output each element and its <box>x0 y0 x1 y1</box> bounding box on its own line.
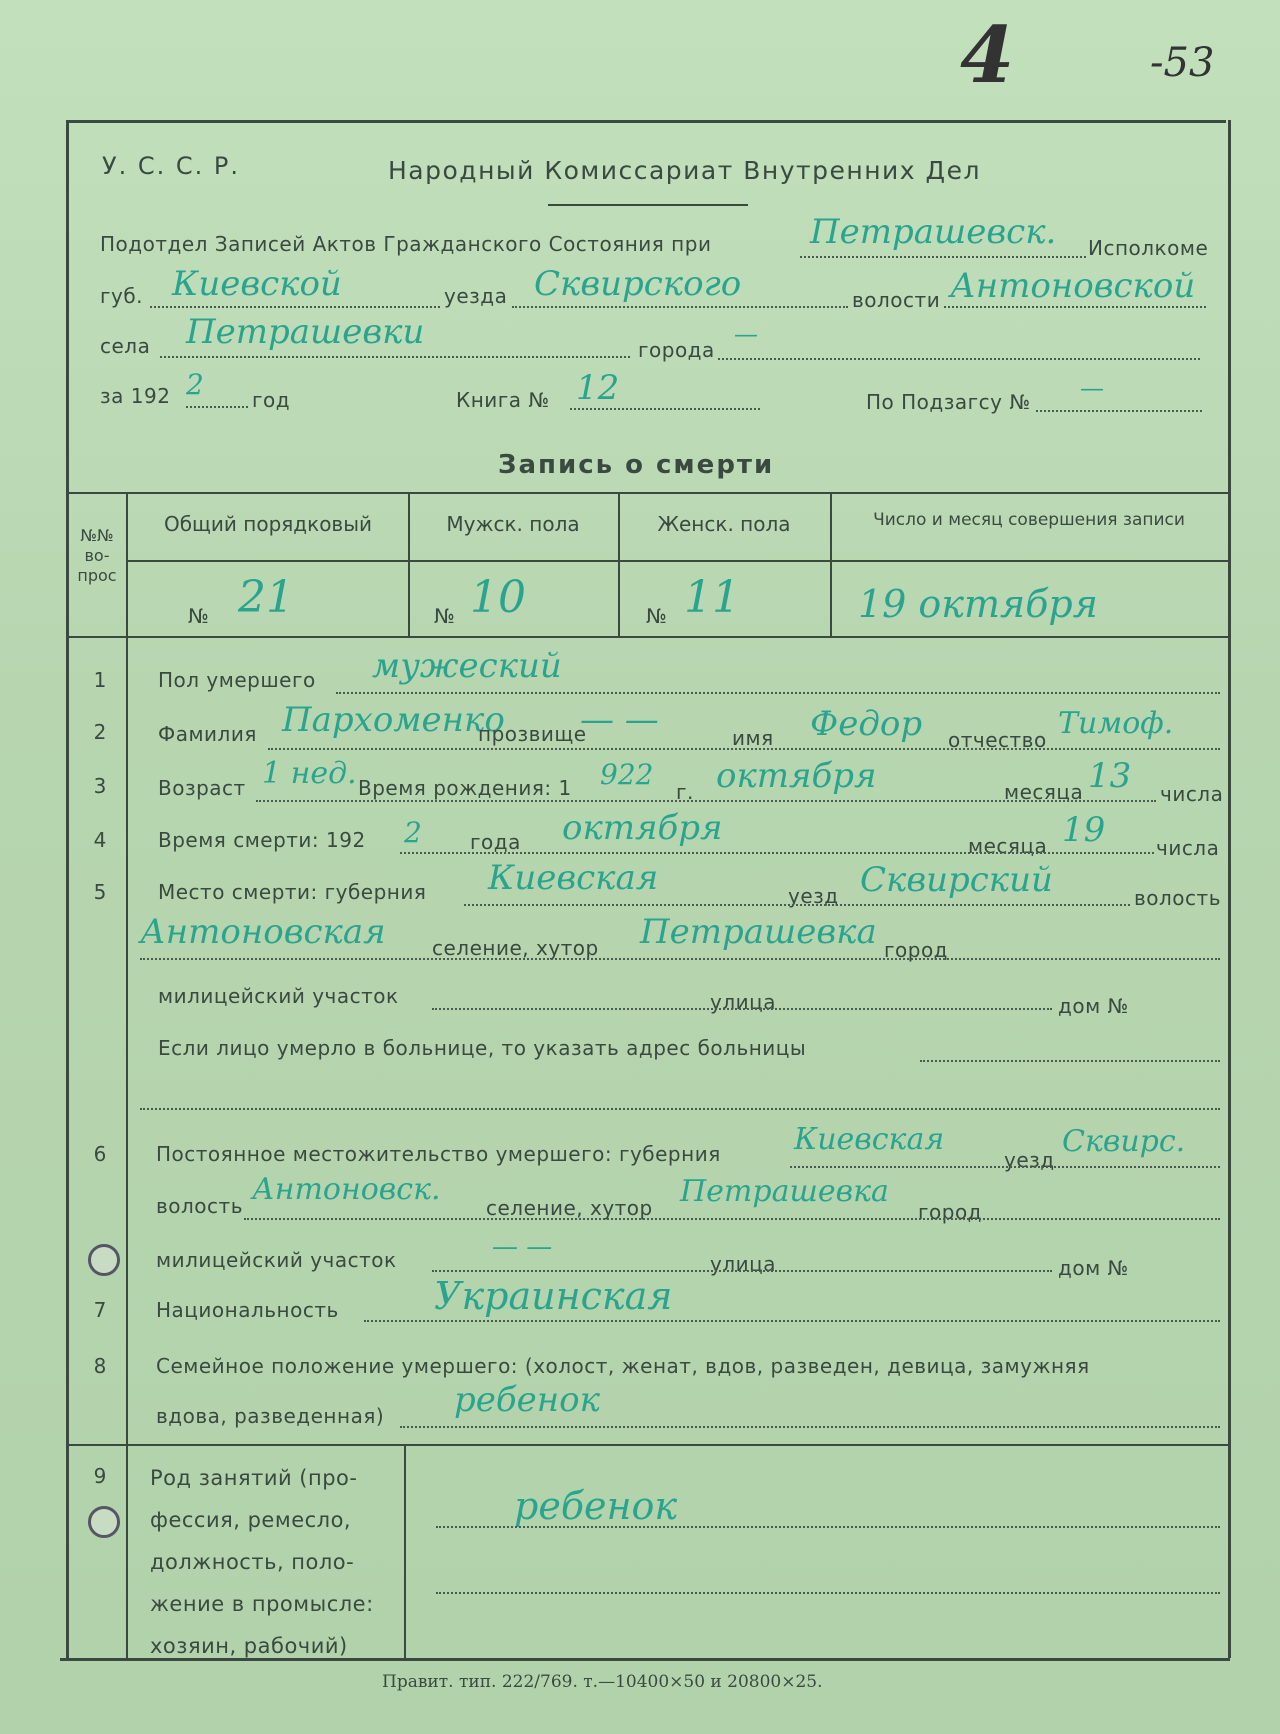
general-number: 21 <box>238 572 294 623</box>
book-value: 12 <box>576 368 620 408</box>
q6-house-label: дом № <box>1058 1256 1129 1280</box>
q5-line-5 <box>140 1108 1220 1110</box>
q5-guberniya: Киевская <box>488 858 659 898</box>
q3-birth-year: 922 <box>600 758 654 791</box>
frame-top <box>66 120 1226 123</box>
commissariat-title: Народный Комиссариат Внутренних Дел <box>388 156 981 185</box>
republic-title: У. С. С. Р. <box>102 152 241 180</box>
q9-label-2: фессия, ремесло, <box>150 1508 352 1532</box>
podzags-value: — <box>1080 374 1104 402</box>
q2-patronymic-value: Тимоф. <box>1058 706 1174 741</box>
q2-name-label: имя <box>732 726 774 750</box>
q5-number: 5 <box>93 880 107 904</box>
q6-militia: — — <box>492 1232 553 1262</box>
q7-value: Украинская <box>434 1274 673 1318</box>
col-female-header: Женск. пола <box>657 512 791 536</box>
q3-number: 3 <box>93 774 107 798</box>
q5-settlement-label: селение, хутор <box>432 936 599 960</box>
q6-settlement-label: селение, хутор <box>486 1196 653 1220</box>
q6-uezd: Сквирс. <box>1062 1124 1186 1159</box>
selo-value: Петрашевки <box>186 312 425 352</box>
frame-bottom <box>60 1658 1230 1661</box>
q5-uezd: Сквирский <box>860 860 1053 900</box>
male-no: № <box>434 604 456 628</box>
gorod-line <box>718 358 1200 360</box>
q5-line-3 <box>432 1008 1052 1010</box>
q9-label-1: Род занятий (про- <box>150 1466 358 1490</box>
q5-line-1 <box>464 904 1130 906</box>
year-line <box>186 406 248 408</box>
header-rule <box>548 204 748 206</box>
q8-line <box>400 1426 1220 1428</box>
q5-line-2 <box>140 958 1220 960</box>
q6-street-label: улица <box>710 1252 776 1276</box>
q1-number: 1 <box>93 668 107 692</box>
q2-nickname-value: — — <box>580 700 659 740</box>
gorod-label: города <box>638 338 715 362</box>
year-label: за 192 <box>100 384 171 408</box>
female-number: 11 <box>684 572 740 623</box>
q6-city-label: город <box>918 1200 983 1224</box>
q5-label: Место смерти: губерния <box>158 880 427 904</box>
q9-label-4: жение в промысле: <box>150 1592 374 1616</box>
gorod-value: — <box>734 320 758 348</box>
uezd-line <box>512 306 848 308</box>
q7-line <box>364 1320 1220 1322</box>
q2-name-value: Федор <box>810 704 923 744</box>
q3-birth-label: Время рождения: 1 <box>358 776 572 800</box>
q2-surname-value: Пархоменко <box>282 700 505 740</box>
q4-year: 2 <box>404 816 422 849</box>
record-title: Запись о смерти <box>498 450 775 480</box>
book-label: Книга № <box>456 388 550 412</box>
podzags-line <box>1036 410 1202 412</box>
year-value: 2 <box>186 368 204 401</box>
q4-year-label: года <box>470 830 521 854</box>
q5-line-4 <box>920 1060 1220 1062</box>
volost-label: волости <box>852 288 941 312</box>
table-col-rule-2 <box>618 492 620 636</box>
q6-guberniya: Киевская <box>794 1122 945 1157</box>
archive-mark: 4 <box>960 10 1015 101</box>
q8-value: ребенок <box>454 1380 600 1420</box>
q1-line <box>336 692 1220 694</box>
q9-line-1 <box>436 1526 1220 1528</box>
subdept-label: Подотдел Записей Актов Гражданского Состояния при <box>100 232 712 256</box>
q3-age-value: 1 нед. <box>262 756 357 791</box>
q9-label-3: должность, поло- <box>150 1550 355 1574</box>
q3-birth-month: октября <box>716 756 877 796</box>
subdept-line <box>800 256 1086 258</box>
q5-volost: Антоновская <box>140 912 386 952</box>
page-number: -53 <box>1150 40 1215 86</box>
q4-month: октября <box>562 808 723 848</box>
q2-patronymic-label: отчество <box>948 728 1047 752</box>
record-date: 19 октября <box>858 582 1098 626</box>
q6-militia-label: милицейский участок <box>156 1248 397 1272</box>
q5-house-label: дом № <box>1058 994 1129 1018</box>
binder-hole-2 <box>88 1506 120 1538</box>
general-no: № <box>188 604 210 628</box>
female-no: № <box>646 604 668 628</box>
q5-city-label: город <box>884 938 949 962</box>
q4-day-label: числа <box>1156 836 1220 860</box>
q4-month-label: месяца <box>968 834 1048 858</box>
q5-street-label: улица <box>710 990 776 1014</box>
q3-line <box>256 800 1156 802</box>
table-col-rule-3 <box>830 492 832 636</box>
table-bottom-rule <box>66 636 1228 638</box>
podzags-label: По Подзагсу № <box>866 390 1031 414</box>
subdept-value: Петрашевск. <box>810 212 1057 252</box>
qnum-header: №№ во-прос <box>77 526 117 585</box>
q4-day: 19 <box>1062 810 1106 850</box>
q3-g: г. <box>676 780 694 804</box>
q1-label: Пол умершего <box>158 668 316 692</box>
male-number: 10 <box>470 572 526 623</box>
col-general-header: Общий порядковый <box>163 512 373 536</box>
selo-line <box>160 356 630 358</box>
q6-volost: Антоновск. <box>252 1172 441 1207</box>
q8-label-2: вдова, разведенная) <box>156 1404 385 1428</box>
selo-label: села <box>100 334 151 358</box>
q6-label: Постоянное местожительство умершего: губерния <box>156 1142 721 1166</box>
table-top-rule <box>66 492 1228 494</box>
q9-line-2 <box>436 1592 1220 1594</box>
frame-left <box>66 120 69 1658</box>
q5-hospital-label: Если лицо умерло в больнице, то указать адрес больницы <box>158 1036 807 1060</box>
q6-volost-label: волость <box>156 1194 243 1218</box>
q5-uezd-label: уезд <box>788 884 839 908</box>
executive-label: Исполкоме <box>1088 236 1209 260</box>
q8-label: Семейное положение умершего: (холост, женат, вдов, разведен, девица, замужняя <box>156 1354 1090 1378</box>
volost-line <box>944 306 1206 308</box>
q9-column-rule <box>404 1444 406 1658</box>
q6-number: 6 <box>93 1142 107 1166</box>
volost-value: Антоновской <box>950 266 1196 306</box>
q7-label: Национальность <box>156 1298 339 1322</box>
q2-nickname-label: прозвище <box>478 722 587 746</box>
guberniya-label: губ. <box>100 284 144 308</box>
q3-month-label: месяца <box>1004 780 1084 804</box>
q3-birth-day: 13 <box>1088 756 1132 796</box>
q2-line <box>268 748 1220 750</box>
uezd-value: Сквирского <box>534 264 742 304</box>
book-line <box>570 408 760 410</box>
table-mid-rule <box>126 560 1228 562</box>
q6-line-1 <box>790 1166 1220 1168</box>
table-col-rule-1 <box>408 492 410 636</box>
guberniya-line <box>150 306 440 308</box>
q6-line-2 <box>244 1218 1220 1220</box>
q4-line <box>400 852 1154 854</box>
col-male-header: Мужск. пола <box>446 512 580 536</box>
q5-militia-label: милицейский участок <box>158 984 399 1008</box>
q5-volost-label: волость <box>1134 886 1221 910</box>
q3-day-label: числа <box>1160 782 1224 806</box>
q1-value: мужеский <box>372 646 562 686</box>
q3-age-label: Возраст <box>158 776 246 800</box>
qnum-column-rule <box>126 492 128 1658</box>
q5-settlement: Петрашевка <box>640 912 877 952</box>
guberniya-value: Киевской <box>172 264 342 304</box>
q4-number: 4 <box>93 828 107 852</box>
binder-hole-1 <box>88 1244 120 1276</box>
q9-label-5: хозяин, рабочий) <box>150 1634 348 1658</box>
q6-line-3 <box>432 1270 1052 1272</box>
uezd-label: уезда <box>444 284 508 308</box>
frame-right <box>1228 120 1231 1658</box>
year-suffix: год <box>252 388 291 412</box>
q9-number: 9 <box>93 1464 107 1488</box>
q6-settlement: Петрашевка <box>680 1174 889 1209</box>
q4-label: Время смерти: 192 <box>158 828 366 852</box>
col-date-header: Число и месяц совершения записи <box>873 510 1185 530</box>
q9-value: ребенок <box>514 1484 678 1528</box>
q6-uezd-label: уезд <box>1004 1148 1055 1172</box>
q7-number: 7 <box>93 1298 107 1322</box>
q2-number: 2 <box>93 720 107 744</box>
q2-surname-label: Фамилия <box>158 722 257 746</box>
printer-imprint: Правит. тип. 222/769. т.—10400×50 и 20800×25. <box>382 1672 823 1692</box>
q9-top-rule <box>66 1444 1228 1446</box>
q8-number: 8 <box>93 1354 107 1378</box>
